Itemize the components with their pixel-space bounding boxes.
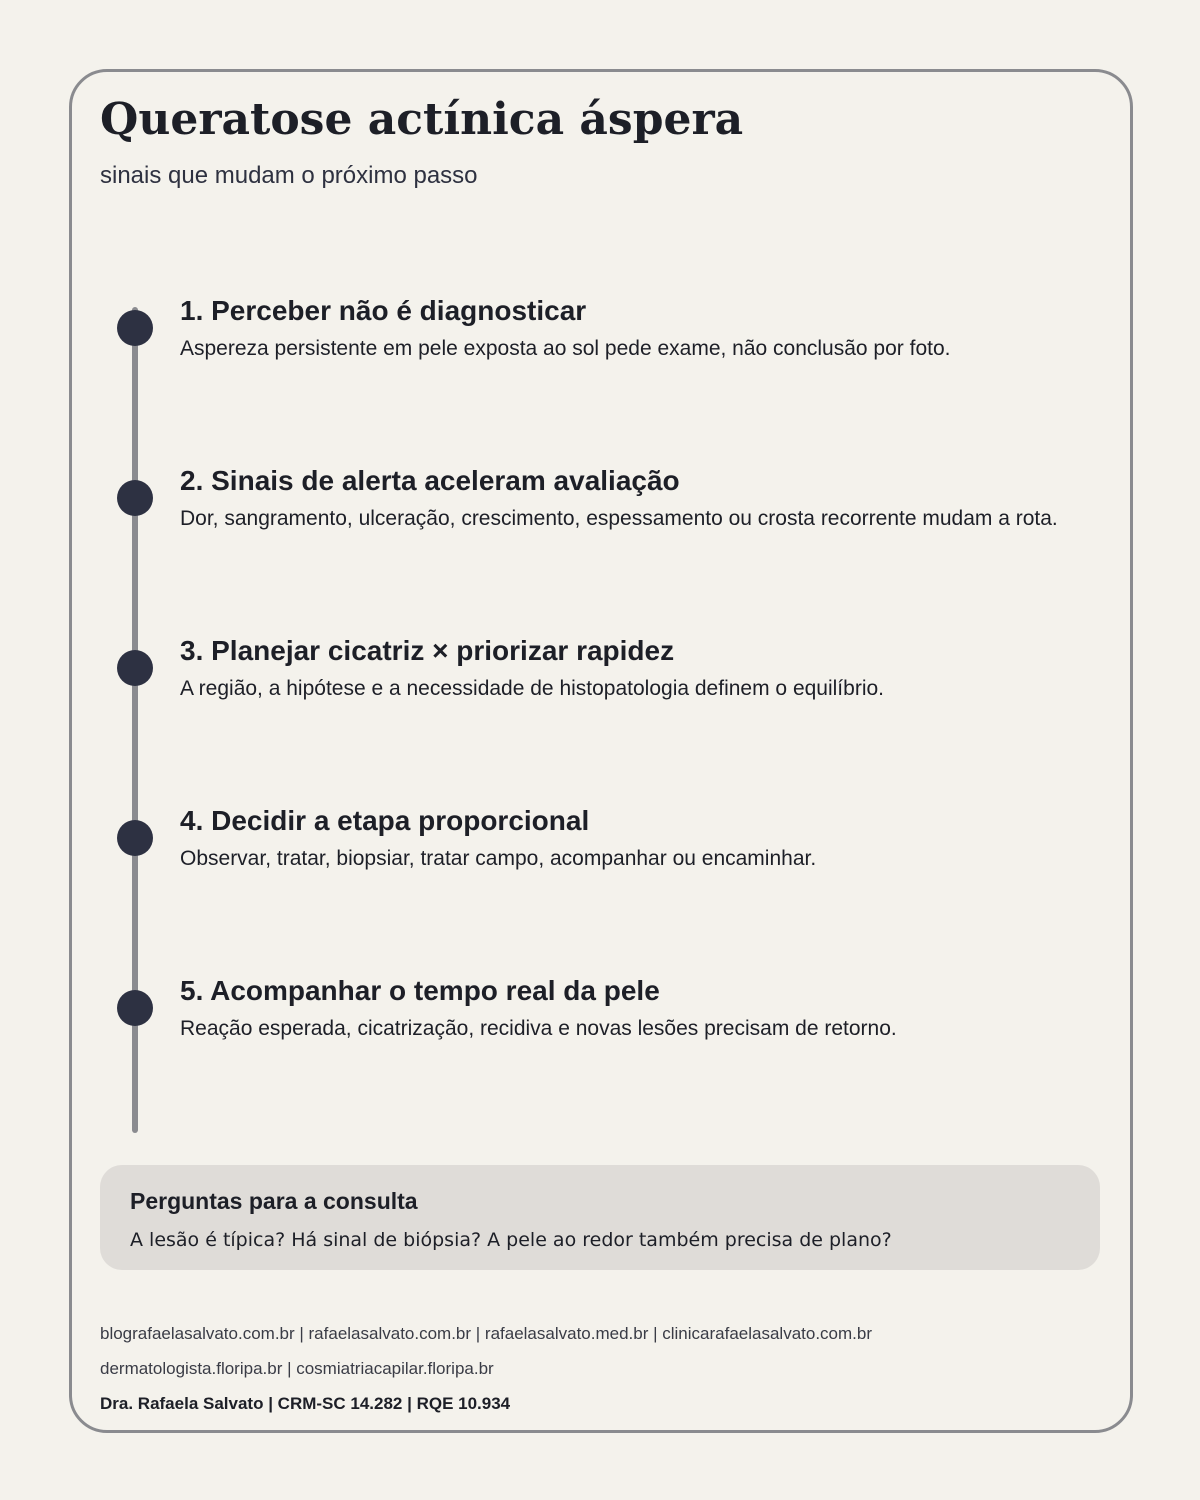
timeline-step-2 xyxy=(0,465,1200,565)
step-title: 1. Perceber não é diagnosticar xyxy=(180,295,587,326)
timeline-step-4 xyxy=(0,805,1200,905)
footer-credit: Dra. Rafaela Salvato | CRM-SC 14.282 | RQE 10.934 xyxy=(100,1394,511,1413)
step-description: Dor, sangramento, ulceração, crescimento, espessamento ou crosta recorrente mudam a rota. xyxy=(180,507,1058,530)
questions-title: Perguntas para a consulta xyxy=(130,1188,418,1214)
timeline-step-5 xyxy=(0,975,1200,1075)
step-title: 2. Sinais de alerta aceleram avaliação xyxy=(180,465,680,496)
page-title: Queratose actínica áspera xyxy=(100,94,744,145)
timeline-dot-icon xyxy=(117,480,153,516)
timeline-dot-icon xyxy=(117,310,153,346)
questions-text: A lesão é típica? Há sinal de biópsia? A pele ao redor também precisa de plano? xyxy=(130,1229,892,1251)
footer-links-line-1: blografaelasalvato.com.br | rafaelasalvato.com.br | rafaelasalvato.med.br | clinicarafaelasalvato.com.br xyxy=(100,1324,873,1343)
step-title: 3. Planejar cicatriz × priorizar rapidez xyxy=(180,635,675,666)
timeline-dot-icon xyxy=(117,820,153,856)
step-description: A região, a hipótese e a necessidade de histopatologia definem o equilíbrio. xyxy=(180,677,884,700)
timeline-dot-icon xyxy=(117,650,153,686)
timeline-dot-icon xyxy=(117,990,153,1026)
timeline-step-1 xyxy=(0,295,1200,395)
step-title: 5. Acompanhar o tempo real da pele xyxy=(180,975,660,1006)
timeline-step-3 xyxy=(0,635,1200,735)
step-title: 4. Decidir a etapa proporcional xyxy=(180,805,590,836)
step-description: Observar, tratar, biopsiar, tratar campo, acompanhar ou encaminhar. xyxy=(180,847,817,870)
consultation-questions-box xyxy=(100,1165,1100,1270)
step-description: Aspereza persistente em pele exposta ao sol pede exame, não conclusão por foto. xyxy=(180,337,951,360)
page-subtitle: sinais que mudam o próximo passo xyxy=(100,162,478,189)
footer-links-line-2: dermatologista.floripa.br | cosmiatriacapilar.floripa.br xyxy=(100,1359,494,1378)
step-description: Reação esperada, cicatrização, recidiva e novas lesões precisam de retorno. xyxy=(180,1017,897,1040)
